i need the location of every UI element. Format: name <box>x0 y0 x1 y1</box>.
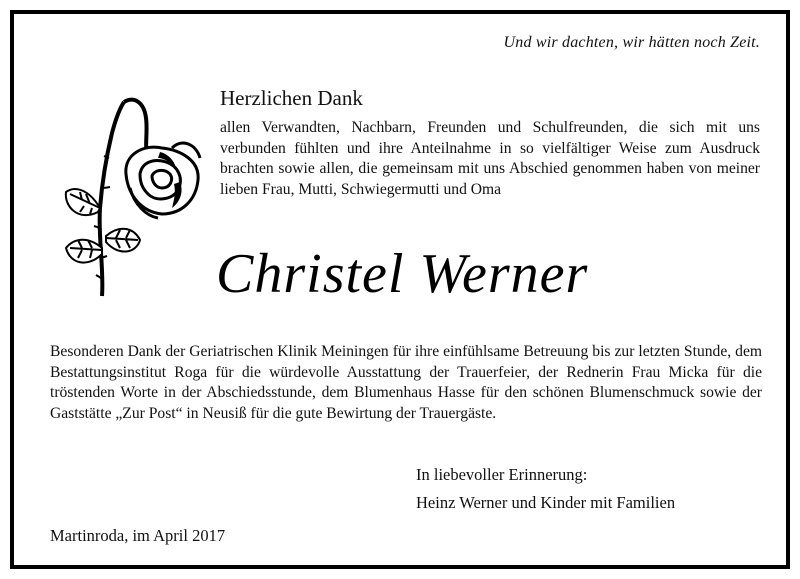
heading: Herzlichen Dank <box>220 86 363 110</box>
thanks-paragraph: allen Verwandten, Nachbarn, Freunden und Schulfreunden, die sich mit uns verbunden fühlten und ihre Anteilnahme in so vielfältiger Weise zum Ausdruck brachten sowie allen, die gemeinsam mit uns Abschied genommen haben von meiner lieben Frau, Mutti, Schwiegermutti und Oma <box>220 119 760 198</box>
rose-icon <box>54 88 204 300</box>
special-thanks-paragraph: Besonderen Dank der Geriatrischen Klinik Meiningen für ihre einfühlsame Betreuung bis zur letzten Stunde, dem Bestattungsinstitut Roga für die würdevolle Ausstattung der Trauerfeier, der Rednerin Frau Micka für die tröstenden Worte in der Abschiedsstunde, dem Blumenhaus Hasse für den schönen Blumenschmuck sowie der Gaststätte „Zur Post“ in Neusiß für die gute Bewirtung der Trauergäste. <box>50 343 762 422</box>
memory-block <box>416 461 675 517</box>
place-date: Martinroda, im April 2017 <box>50 526 226 545</box>
signature: Heinz Werner und Kinder mit Familien <box>416 493 676 512</box>
obituary-notice <box>10 10 790 569</box>
deceased-name: Christel Werner <box>216 243 589 305</box>
motto: Und wir dachten, wir hätten noch Zeit. <box>503 34 760 51</box>
memory-line: In liebevoller Erinnerung: <box>416 465 588 484</box>
